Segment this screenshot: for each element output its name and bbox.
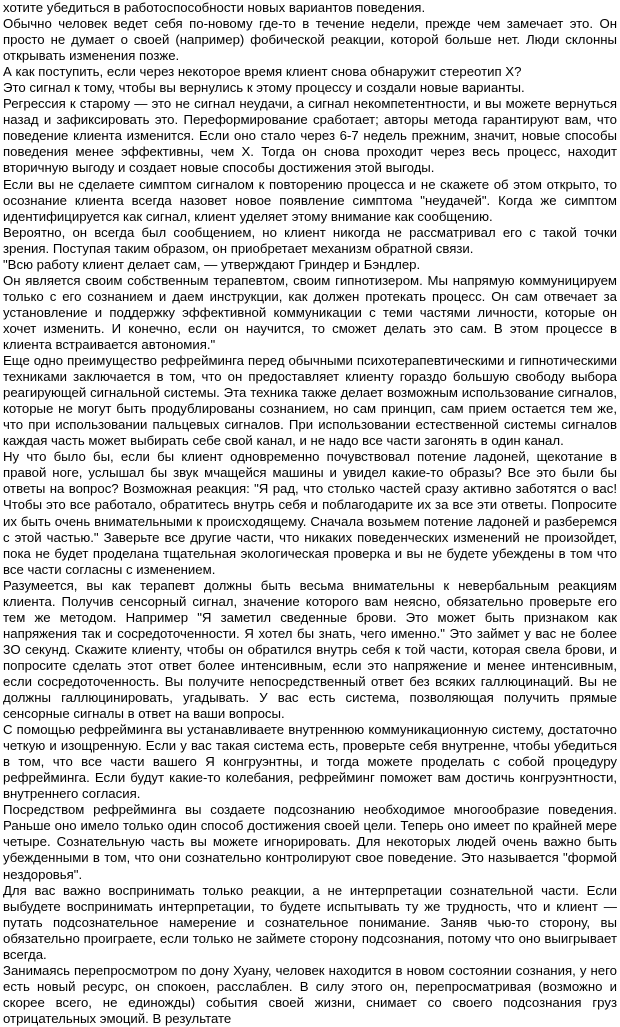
paragraph-7: Вероятно, он всегда был сообщением, но клиент никогда не рассматривал его с такой точки зрения. Поступая таким образом, он приобретает механизм обратной связи. (3, 224, 617, 256)
paragraph-11: Ну что было бы, если бы клиент одновременно почувствовал потение ладоней, щекотание в правой ноге, услышал бы звук мчащейся машины и увидел какие-то образы? Все это были бы ответы на вопрос? Возможная реакция: "Я рад, что столько частей сразу активно заботятся о вас! Чтобы это все работало, обратитесь внутрь себя и поблагодарите их за все эти ответы. Попросите их быть очень внимательными к происходящему. Сначала возьмем потение ладоней и разберемся с этой частью." Заверьте все другие части, что никаких поведенческих изменений не произойдет, пока не будет проделана тщательная экологическая проверка и вы не будете убеждены в том что все части согласны с изменением. (3, 449, 617, 577)
paragraph-4: Это сигнал к тому, чтобы вы вернулись к этому процессу и создали новые варианты. (3, 80, 525, 96)
paragraph-12: Разумеется, вы как терапевт должны быть весьма внимательны к невербальным реакциям клиента. Получив сенсорный сигнал, значение которого вам неясно, обязательно проверьте его тем же методом. Например "Я заметил сведенные брови. Это может быть признаком как напряжения так и сосредоточенности. Я хотел бы знать, чего именно." Это займет у вас не более 3О секунд. Скажите клиенту, чтобы он обратился внутрь себя к той части, которая свела брови, и попросите сделать этот ответ более интенсивным, если это напряжение и менее интенсивным, если сосредоточенность. Вы получите непосредственный ответ без всяких галлюцинаций. Вы не должны галлюцинировать, угадывать. У вас есть система, позволяющая получить прямые сенсорные сигналы в ответ на ваши вопросы. (3, 577, 617, 722)
paragraph-15: Для вас важно воспринимать только реакции, а не интерпретации сознательной части. Если выбудете воспринимать интерпретации, то будете испытывать ту же трудность, что и клиент — путать подсознательное намерение и сознательное понимание. Заняв чью-то сторону, вы обязательно проиграете, если только не займете сторону подсознания, потому что оно выигрывает всегда. (3, 882, 617, 962)
paragraph-10: Еще одно преимущество рефрейминга перед обычными психотерапевтическими и гипнотическими техниками заключается в том, что он предоставляет клиенту гораздо большую свободу выбора реагирующей сигнальной системы. Эта техника также делает возможным использование сигналов, которые не могут быть продублированы сознанием, но сам принцип, сам прием остается тем же, что при использовании пальцевых сигналов. При использовании естественной системы сигналов каждая часть может выбирать себе свой канал, и не надо все части загонять в один канал. (3, 353, 617, 449)
paragraph-9: Он является своим собственным терапевтом, своим гипнотизером. Мы напрямую коммуницируем только с его сознанием и даем инструкции, как должен протекать процесс. Он сам отвечает за установление и поддержку эффективной коммуникации с теми частями личности, которые он хочет изменить. И конечно, если он научится, то сможет делать это сам. В этом процессе в клиента встраивается автономия." (3, 272, 617, 352)
paragraph-5: Регрессия к старому — это не сигнал неудачи, а сигнал некомпетентности, и вы можете вернуться назад и зафиксировать это. Переформирование сработает; авторы метода гарантируют вам, что поведение клиента изменится. Если оно стало через 6-7 недель прежним, значит, новые способы поведения менее эффективны, чем X. Тогда он снова проходит через весь процесс, находит вторичную выгоду и создает новые способы достижения этой выгоды. (3, 96, 617, 176)
paragraph-13: С помощью рефрейминга вы устанавливаете внутреннюю коммуникационную систему, достаточно четкую и изощренную. Если у вас такая система есть, проверьте себя внутренне, чтобы убедиться в том, что все части вашего Я конгруэнтны, и тогда можете проделать с собой процедуру рефрейминга. Если будут какие-то колебания, рефрейминг поможет вам достичь конгруэнтности, внутреннего согласия. (3, 722, 617, 802)
paragraph-3: А как поступить, если через некоторое время клиент снова обнаружит стереотип X? (3, 64, 522, 80)
paragraph-2: Обычно человек ведет себя по-новому где-то в течение недели, прежде чем замечает это. Он просто не думает о своей (например) фобической реакции, которой больше нет. Люди склонны открывать изменения позже. (3, 16, 617, 64)
paragraph-6: Если вы не сделаете симптом сигналом к повторению процесса и не скажете об этом открыто, то осознание клиента всегда назовет новое появление симптома "неудачей". Когда же симптом идентифицируется как сигнал, клиент уделяет этому внимание как сообщению. (3, 176, 617, 224)
paragraph-14: Посредством рефрейминга вы создаете подсознанию необходимое многообразие поведения. Раньше оно имело только один способ достижения своей цели. Теперь оно имеет по крайней мере четыре. Сознательную часть вы можете игнорировать. Для некоторых людей очень важно быть убежденными в том, что они сознательно контролируют свое поведение. Это называется "формой нездоровья". (3, 802, 617, 882)
paragraph-8: "Всю работу клиент делает сам, — утверждают Гриндер и Бэндлер. (3, 256, 421, 272)
paragraph-16: Занимаясь перепросмотром по дону Хуану, человек находится в новом состоянии сознания, у него есть новый ресурс, он спокоен, расслаблен. В силу этого он, перепросматривая (возможно и скорее всего, не единожды) события своей жизни, снимает со своего подсознания груз отрицательных эмоций. В результате (3, 962, 617, 1026)
document-page (3, 0, 617, 1027)
paragraph-1: хотите убедиться в работоспособности новых вариантов поведения. (3, 0, 426, 15)
